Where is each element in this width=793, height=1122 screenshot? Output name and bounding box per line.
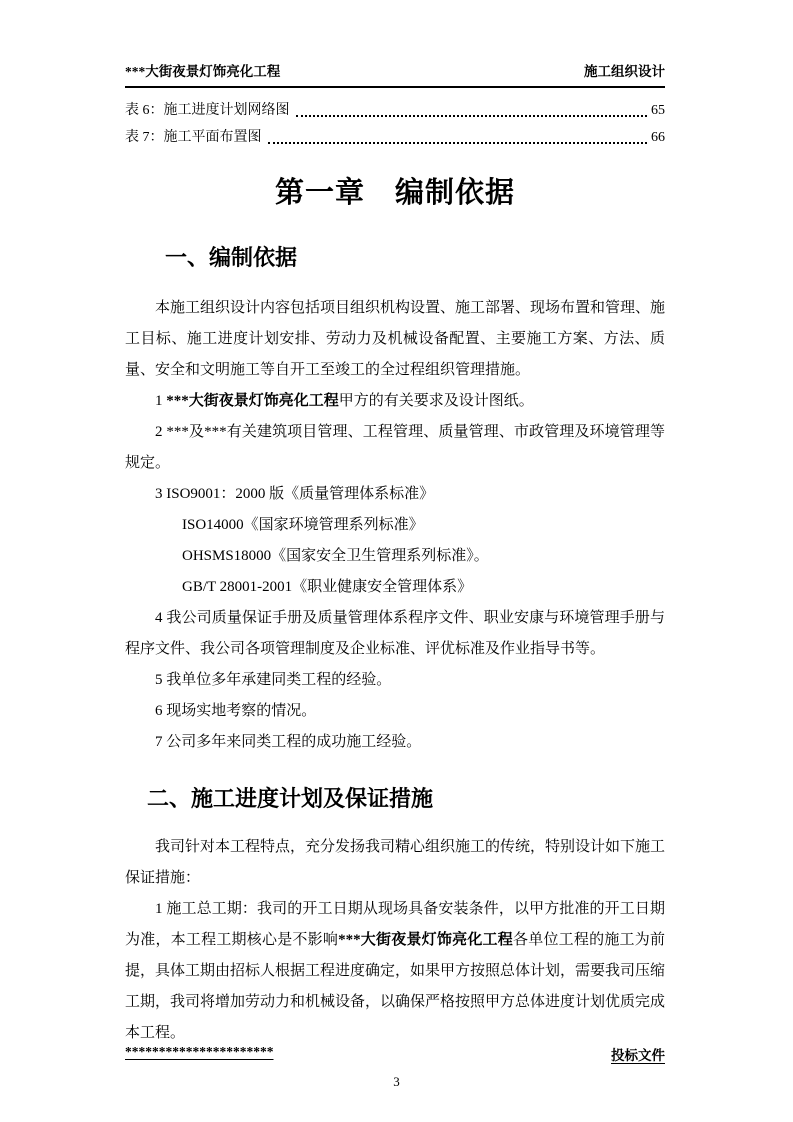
section-2-intro: 我司针对本工程特点，充分发扬我司精心组织施工的传统，特别设计如下施工保证措施： (125, 839, 666, 886)
section-1-item-1 (125, 386, 665, 417)
section-1-item-5: 5 我单位多年承建同类工程的经验。 (155, 672, 392, 688)
section-1-intro: 本施工组织设计内容包括项目组织机构设置、施工部署、现场布置和管理、施工目标、施工进度计划安排、劳动力及机械设备配置、主要施工方案、方法、质量、安全和文明施工等自开工至竣工的全过程组织管理措施。 (125, 300, 666, 378)
section-1-item-4: 4 我公司质量保证手册及质量管理体系程序文件、职业安康与环境管理手册与程序文件、我公司各项管理制度及企业标准、评优标准及作业指导书等。 (125, 610, 665, 657)
footer-stars: ********************** (125, 1044, 274, 1059)
section-1-item-2: 2 ***及***有关建筑项目管理、工程管理、质量管理、市政管理及环境管理等规定。 (125, 424, 665, 471)
page-number: 3 (393, 1074, 400, 1089)
section-1-item-6: 6 现场实地考察的情况。 (155, 703, 317, 719)
section-1-body (125, 293, 665, 758)
section-1-item-3-sub: ISO14000《国家环境管理系列标准》 (182, 517, 424, 533)
item-text: 各单位工程的施工为前提，具体工期由招标人根据工程进度确定，如果甲方按照总体计划，需要我司压缩工期，我司将增加劳动力和机械设备，以确保严格按照甲方总体进度计划优质完成本工程。 (125, 932, 666, 1041)
toc-label: 表 6：施工进度计划网络图 (125, 103, 290, 118)
item-text: 1 (155, 393, 167, 409)
section-1-heading: 一、编制依据 (165, 245, 298, 270)
item-text: 甲方的有关要求及设计图纸。 (338, 393, 534, 409)
project-name-bold: ***大街夜景灯饰亮化工程 (338, 932, 513, 948)
page-header (125, 60, 665, 88)
header-doc-type: 施工组织设计 (584, 64, 665, 79)
section-1-item-7: 7 公司多年来同类工程的成功施工经验。 (155, 734, 422, 750)
toc-entry (125, 124, 665, 151)
section-1-item-3-sub: OHSMS18000《国家安全卫生管理系列标准》。 (182, 548, 489, 564)
chapter-title: 第一章 编制依据 (274, 177, 515, 209)
section-1-item-3: 3 ISO9001：2000 版《质量管理体系标准》 (155, 486, 435, 502)
section-2-item-1 (125, 894, 665, 1049)
toc-entry (125, 97, 665, 124)
page-footer (125, 1044, 665, 1064)
header-project-title: ***大街夜景灯饰亮化工程 (125, 64, 281, 79)
item-text: 1 施工总工期：我司的开工日期从现场具备安装条件，以甲方批准的开工日期为准，本工程工期核心是不影响 (125, 901, 665, 948)
toc-label: 表 7：施工平面布置图 (125, 130, 262, 145)
table-of-contents (125, 97, 665, 151)
footer-doc-label: 投标文件 (611, 1048, 665, 1063)
toc-leader (268, 142, 648, 144)
toc-page-number: 66 (651, 130, 665, 145)
section-2-body (125, 832, 665, 1049)
toc-page-number: 65 (651, 103, 665, 118)
section-2-heading: 二、施工进度计划及保证措施 (147, 786, 434, 811)
project-name-bold: ***大街夜景灯饰亮化工程 (166, 393, 339, 409)
toc-leader (296, 115, 648, 117)
section-1-item-3-sub: GB/T 28001-2001《职业健康安全管理体系》 (182, 579, 473, 595)
